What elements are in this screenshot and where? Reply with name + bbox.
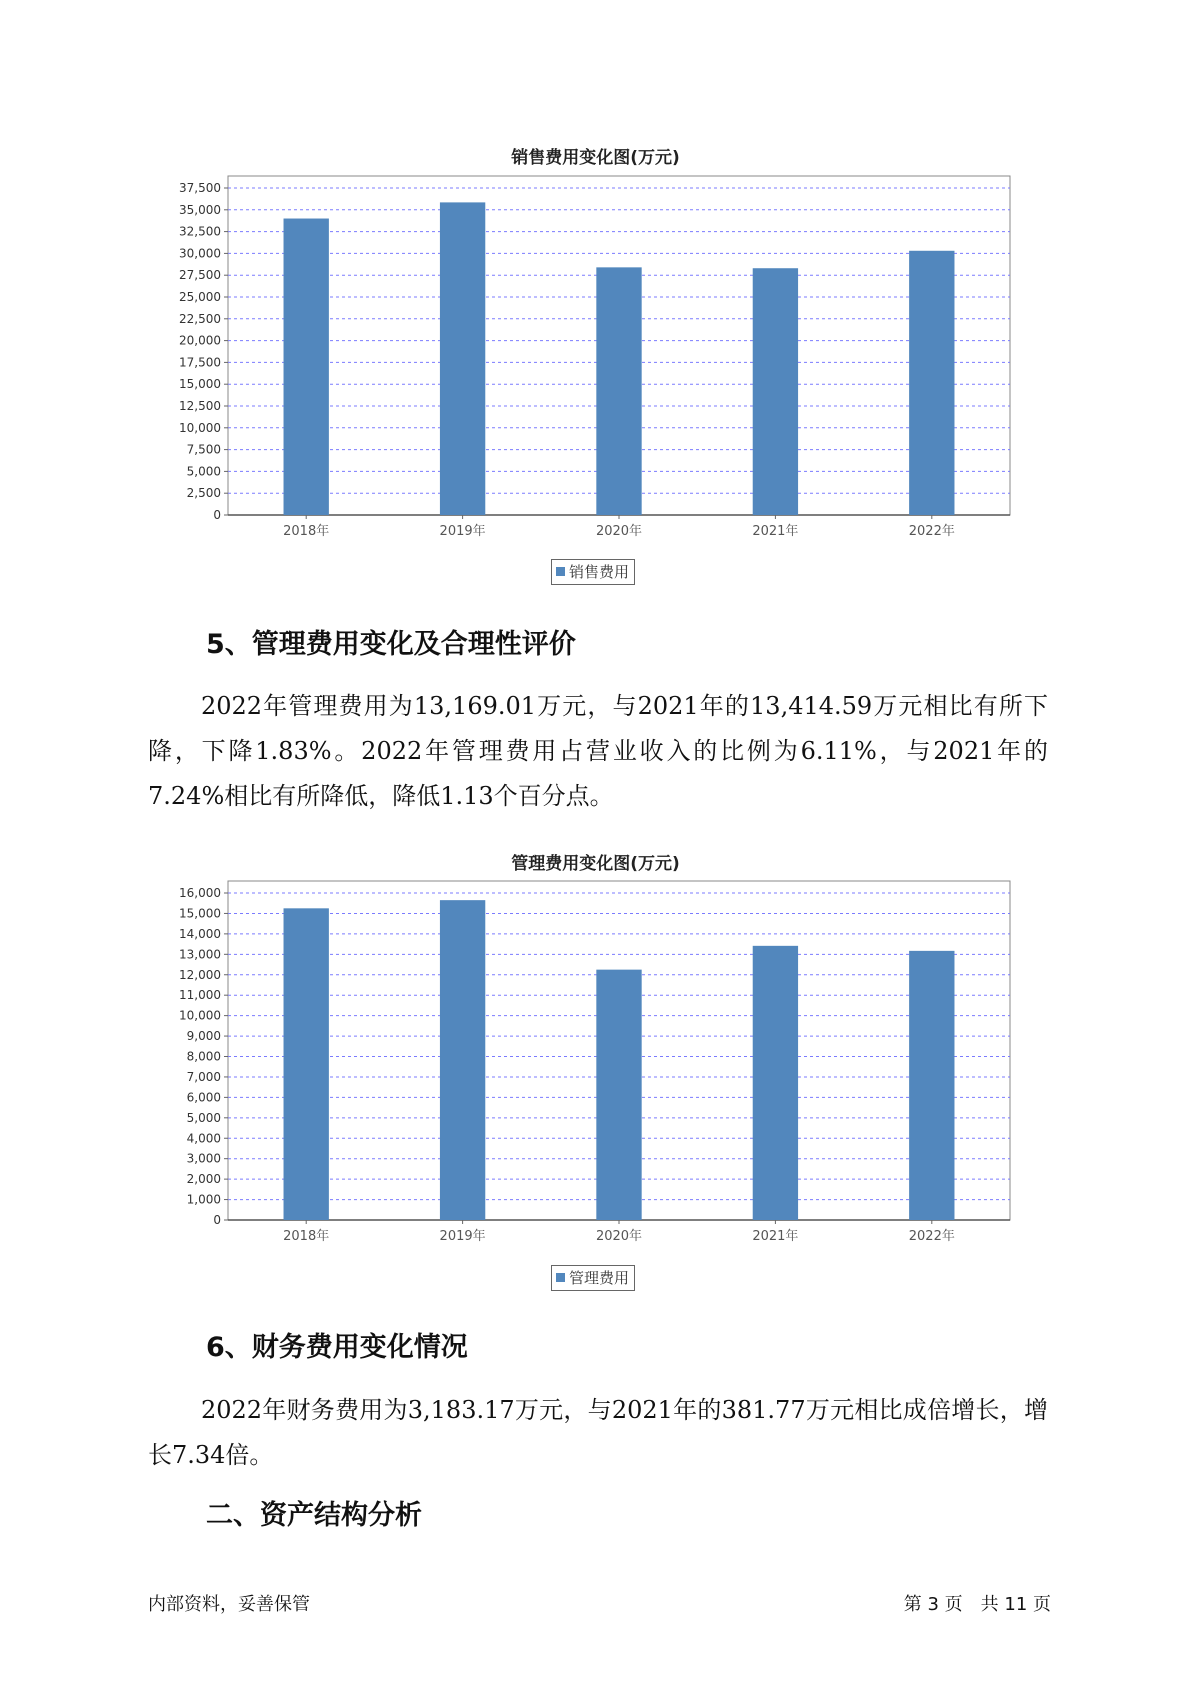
x-tick-label: 2021年 — [752, 524, 799, 539]
sales-legend — [551, 559, 635, 585]
y-tick-label: 15,000 — [179, 377, 221, 392]
footer-page-number: 第 3 页 共 11 页 — [903, 1594, 1051, 1615]
y-tick-label: 27,500 — [179, 268, 221, 283]
y-tick-label: 35,000 — [179, 202, 221, 217]
y-tick-label: 16,000 — [179, 886, 221, 900]
legend-swatch — [556, 567, 565, 576]
footer-confidential: 内部资料，妥善保管 — [148, 1594, 310, 1615]
y-tick-label: 7,500 — [186, 442, 221, 457]
legend-label: 销售费用 — [569, 563, 630, 581]
y-tick-label: 0 — [213, 508, 221, 522]
y-tick-label: 9,000 — [186, 1029, 221, 1044]
bar — [909, 251, 954, 515]
x-tick-label: 2018年 — [283, 524, 330, 539]
bar — [284, 908, 329, 1220]
bar — [753, 268, 798, 515]
y-tick-label: 37,500 — [179, 181, 221, 195]
y-tick-label: 3,000 — [186, 1151, 221, 1166]
section-6-paragraph: 2022年财务费用为3,183.17万元，与2021年的381.77万元相比成倍增长，增长7.34倍。 — [148, 1396, 1048, 1469]
x-tick-label: 2020年 — [595, 1229, 643, 1244]
y-tick-label: 11,000 — [179, 988, 221, 1003]
section-5-heading: 5、管理费用变化及合理性评价 — [206, 629, 576, 660]
x-tick-label: 2022年 — [908, 1229, 955, 1244]
section-asset-structure-heading: 二、资产结构分析 — [206, 1500, 422, 1531]
legend-swatch — [556, 1273, 565, 1282]
y-tick-label: 32,500 — [179, 224, 221, 239]
section-6-heading: 6、财务费用变化情况 — [206, 1332, 468, 1363]
x-tick-label: 2018年 — [283, 1229, 330, 1244]
bar — [440, 202, 485, 515]
sales-expense-chart — [0, 160, 1191, 540]
bar — [596, 267, 641, 515]
y-tick-label: 15,000 — [179, 906, 221, 921]
x-tick-label: 2022年 — [908, 524, 955, 539]
y-tick-label: 5,000 — [186, 464, 221, 479]
x-tick-label: 2020年 — [595, 524, 643, 539]
y-tick-label: 6,000 — [186, 1090, 221, 1105]
admin-expense-chart — [0, 865, 1191, 1245]
legend-label: 管理费用 — [569, 1269, 630, 1287]
y-tick-label: 12,000 — [179, 967, 221, 982]
chart-title-sales: 销售费用变化图(万元) — [511, 148, 680, 168]
bar — [596, 970, 641, 1220]
y-tick-label: 2,500 — [186, 486, 221, 501]
x-tick-label: 2019年 — [439, 1229, 486, 1244]
x-tick-label: 2021年 — [752, 1229, 799, 1244]
y-tick-label: 4,000 — [186, 1131, 221, 1146]
y-tick-label: 1,000 — [186, 1192, 221, 1207]
bar — [753, 946, 798, 1220]
y-tick-label: 10,000 — [179, 420, 221, 435]
bar — [909, 951, 954, 1220]
y-tick-label: 22,500 — [179, 311, 221, 326]
y-tick-label: 14,000 — [179, 926, 221, 941]
chart-title-admin: 管理费用变化图(万元) — [511, 854, 680, 874]
y-tick-label: 25,000 — [179, 290, 221, 304]
y-tick-label: 20,000 — [179, 333, 221, 348]
y-tick-label: 12,500 — [179, 399, 221, 413]
y-tick-label: 5,000 — [186, 1110, 221, 1125]
y-tick-label: 2,000 — [186, 1172, 221, 1187]
y-tick-label: 17,500 — [179, 355, 221, 370]
y-tick-label: 13,000 — [179, 947, 221, 962]
y-tick-label: 8,000 — [186, 1049, 221, 1064]
y-tick-label: 7,000 — [186, 1069, 221, 1084]
y-tick-label: 10,000 — [179, 1008, 221, 1023]
admin-legend — [551, 1265, 635, 1291]
section-5-paragraph: 2022年管理费用为13,169.01万元，与2021年的13,414.59万元相比有所下降，下降1.83%。2022年管理费用占营业收入的比例为6.11%，与2021年的7.24%相比有所降低，降低1.13个百分点。 — [148, 692, 1048, 810]
y-tick-label: 0 — [213, 1213, 221, 1227]
x-tick-label: 2019年 — [439, 524, 486, 539]
bar — [284, 219, 329, 515]
y-tick-label: 30,000 — [179, 246, 221, 261]
bar — [440, 900, 485, 1220]
